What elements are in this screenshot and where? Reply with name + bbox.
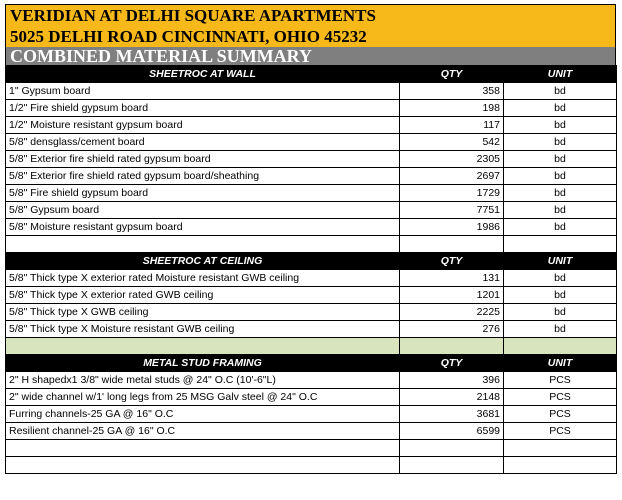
item-unit: bd bbox=[504, 321, 617, 338]
section-heading: SHEETROC AT WALL bbox=[6, 66, 400, 83]
material-table-body bbox=[6, 66, 617, 474]
item-unit: bd bbox=[504, 134, 617, 151]
item-qty: 358 bbox=[400, 83, 504, 100]
table-row bbox=[6, 168, 617, 185]
blank-cell bbox=[504, 457, 617, 474]
qty-header: QTY bbox=[400, 66, 504, 83]
item-qty: 1729 bbox=[400, 185, 504, 202]
project-address: 5025 DELHI ROAD CINCINNATI, OHIO 45232 bbox=[10, 27, 367, 46]
item-qty: 117 bbox=[400, 117, 504, 134]
table-row bbox=[6, 117, 617, 134]
item-qty: 396 bbox=[400, 372, 504, 389]
item-unit: bd bbox=[504, 219, 617, 236]
table-row bbox=[6, 287, 617, 304]
unit-header: UNIT bbox=[504, 355, 617, 372]
section-heading: METAL STUD FRAMING bbox=[6, 355, 400, 372]
table-row bbox=[6, 151, 617, 168]
item-description: 5/8" Exterior fire shield rated gypsum board/sheathing bbox=[6, 168, 400, 185]
item-description: Resilient channel-25 GA @ 16" O.C bbox=[6, 423, 400, 440]
blank-cell bbox=[504, 440, 617, 457]
material-table bbox=[5, 65, 617, 474]
blank-cell bbox=[6, 457, 400, 474]
item-qty: 7751 bbox=[400, 202, 504, 219]
title-band bbox=[5, 4, 616, 47]
table-row bbox=[6, 270, 617, 287]
item-description: 5/8" Thick type X Moisture resistant GWB ceiling bbox=[6, 321, 400, 338]
item-qty: 1201 bbox=[400, 287, 504, 304]
blank-cell bbox=[6, 236, 400, 253]
qty-header: QTY bbox=[400, 355, 504, 372]
table-row bbox=[6, 83, 617, 100]
table-row bbox=[6, 321, 617, 338]
item-qty: 6599 bbox=[400, 423, 504, 440]
item-description: 5/8" Thick type X exterior rated Moisture resistant GWB ceiling bbox=[6, 270, 400, 287]
blank-cell bbox=[400, 236, 504, 253]
blank-cell bbox=[6, 440, 400, 457]
item-qty: 198 bbox=[400, 100, 504, 117]
item-description: 2" wide channel w/1' long legs from 25 MSG Galv steel @ 24" O.C bbox=[6, 389, 400, 406]
item-unit: bd bbox=[504, 151, 617, 168]
section-header bbox=[6, 355, 617, 372]
item-unit: bd bbox=[504, 100, 617, 117]
summary-title: COMBINED MATERIAL SUMMARY bbox=[5, 47, 616, 65]
section-heading: SHEETROC AT CEILING bbox=[6, 253, 400, 270]
item-qty: 2148 bbox=[400, 389, 504, 406]
blank-row bbox=[6, 440, 617, 457]
blank-cell bbox=[504, 236, 617, 253]
unit-header: UNIT bbox=[504, 66, 617, 83]
blank-cell bbox=[400, 338, 504, 355]
table-row bbox=[6, 389, 617, 406]
item-unit: bd bbox=[504, 270, 617, 287]
item-unit: bd bbox=[504, 117, 617, 134]
section-header bbox=[6, 253, 617, 270]
item-description: 1/2" Fire shield gypsum board bbox=[6, 100, 400, 117]
item-description: 5/8" Exterior fire shield rated gypsum board bbox=[6, 151, 400, 168]
material-summary-sheet bbox=[5, 4, 616, 474]
table-row bbox=[6, 134, 617, 151]
item-description: 5/8" Thick type X GWB ceiling bbox=[6, 304, 400, 321]
item-unit: bd bbox=[504, 202, 617, 219]
item-unit: bd bbox=[504, 83, 617, 100]
item-qty: 131 bbox=[400, 270, 504, 287]
project-name: VERIDIAN AT DELHI SQUARE APARTMENTS bbox=[10, 6, 376, 25]
table-row bbox=[6, 202, 617, 219]
table-row bbox=[6, 304, 617, 321]
table-row bbox=[6, 372, 617, 389]
item-description: 5/8" densglass/cement board bbox=[6, 134, 400, 151]
item-unit: bd bbox=[504, 287, 617, 304]
item-unit: bd bbox=[504, 168, 617, 185]
blank-cell bbox=[6, 338, 400, 355]
item-qty: 2225 bbox=[400, 304, 504, 321]
blank-row bbox=[6, 236, 617, 253]
table-row bbox=[6, 406, 617, 423]
blank-row bbox=[6, 338, 617, 355]
item-unit: bd bbox=[504, 185, 617, 202]
item-unit: PCS bbox=[504, 423, 617, 440]
unit-header: UNIT bbox=[504, 253, 617, 270]
item-description: 2" H shapedx1 3/8" wide metal studs @ 24" O.C (10'-6"L) bbox=[6, 372, 400, 389]
item-description: 5/8" Fire shield gypsum board bbox=[6, 185, 400, 202]
item-unit: bd bbox=[504, 304, 617, 321]
table-row bbox=[6, 423, 617, 440]
item-qty: 2305 bbox=[400, 151, 504, 168]
item-qty: 276 bbox=[400, 321, 504, 338]
item-unit: PCS bbox=[504, 406, 617, 423]
table-row bbox=[6, 219, 617, 236]
section-header bbox=[6, 66, 617, 83]
item-description: 5/8" Thick type X exterior rated GWB ceiling bbox=[6, 287, 400, 304]
item-qty: 1986 bbox=[400, 219, 504, 236]
item-qty: 542 bbox=[400, 134, 504, 151]
item-description: Furring channels-25 GA @ 16" O.C bbox=[6, 406, 400, 423]
item-description: 5/8" Moisture resistant gypsum board bbox=[6, 219, 400, 236]
item-description: 5/8" Gypsum board bbox=[6, 202, 400, 219]
blank-cell bbox=[400, 440, 504, 457]
item-qty: 2697 bbox=[400, 168, 504, 185]
item-description: 1" Gypsum board bbox=[6, 83, 400, 100]
blank-row bbox=[6, 457, 617, 474]
table-row bbox=[6, 100, 617, 117]
blank-cell bbox=[504, 338, 617, 355]
item-unit: PCS bbox=[504, 389, 617, 406]
item-unit: PCS bbox=[504, 372, 617, 389]
item-description: 1/2" Moisture resistant gypsum board bbox=[6, 117, 400, 134]
blank-cell bbox=[400, 457, 504, 474]
item-qty: 3681 bbox=[400, 406, 504, 423]
qty-header: QTY bbox=[400, 253, 504, 270]
table-row bbox=[6, 185, 617, 202]
